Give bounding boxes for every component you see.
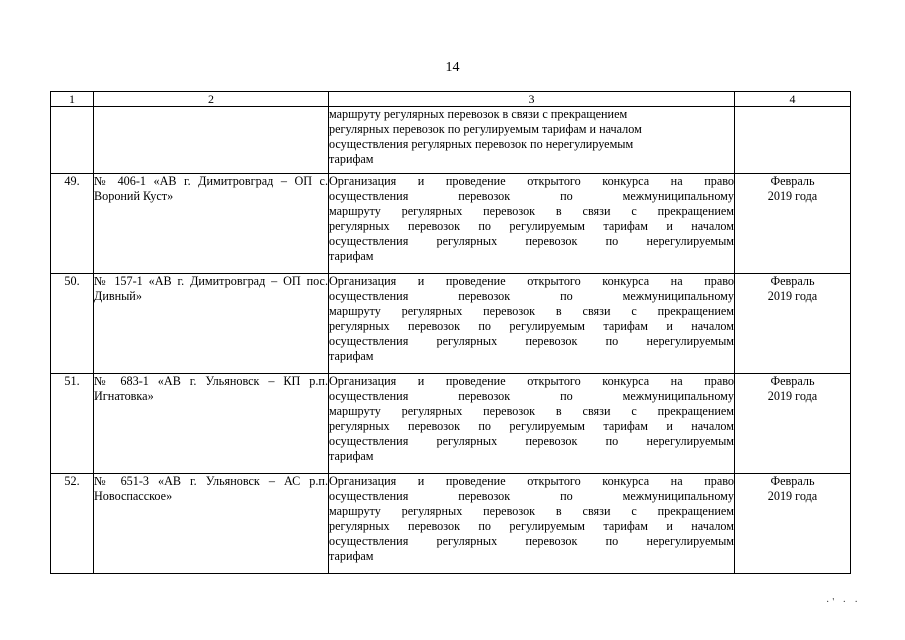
date-month: Февраль xyxy=(770,174,815,188)
table-row xyxy=(51,374,851,474)
route-cell: № 683-1 «АВ г. Ульяновск – КП р.п. Игнатовка» xyxy=(94,374,329,474)
description-line: осуществления перевозок по межмуниципальному xyxy=(329,489,734,503)
row-number: 52. xyxy=(51,474,94,574)
description-line: осуществления перевозок по межмуниципальному xyxy=(329,389,734,403)
description-line: маршруту регулярных перевозок в связи с прекращением xyxy=(329,504,734,518)
row-number: 49. xyxy=(51,174,94,274)
description-line: тарифам xyxy=(329,152,374,166)
date-cell xyxy=(735,374,851,474)
description-line: регулярных перевозок по регулируемым тарифам и началом xyxy=(329,219,734,233)
date-year: 2019 года xyxy=(767,289,818,303)
routes-table xyxy=(50,91,851,574)
description-line: Организация и проведение открытого конкурса на право xyxy=(329,174,734,188)
scan-artifact: ·' · · xyxy=(826,597,861,608)
table-row xyxy=(51,474,851,574)
description-line: маршруту регулярных перевозок в связи с прекращением xyxy=(329,107,628,121)
description-line: тарифам xyxy=(329,349,374,363)
description-line: осуществления регулярных перевозок по нерегулируемым xyxy=(329,334,734,348)
description-line: маршруту регулярных перевозок в связи с прекращением xyxy=(329,304,734,318)
page-number: 14 xyxy=(445,60,460,75)
description-cell xyxy=(329,174,735,274)
description-line: тарифам xyxy=(329,249,374,263)
description-line: осуществления регулярных перевозок по нерегулируемым xyxy=(329,534,734,548)
description-cell xyxy=(329,274,735,374)
table-row xyxy=(51,274,851,374)
date-year: 2019 года xyxy=(767,189,818,203)
description-cell xyxy=(329,374,735,474)
date-month: Февраль xyxy=(770,374,815,388)
route-cell: № 406-1 «АВ г. Димитровград – ОП с. Вороний Куст» xyxy=(94,174,329,274)
route-cell xyxy=(94,107,329,174)
table-row xyxy=(51,107,851,174)
description-line: осуществления регулярных перевозок по нерегулируемым xyxy=(329,434,734,448)
description-cell xyxy=(329,474,735,574)
table-row xyxy=(51,174,851,274)
date-year: 2019 года xyxy=(767,389,818,403)
date-cell xyxy=(735,274,851,374)
description-line: регулярных перевозок по регулируемым тарифам и началом xyxy=(329,122,642,136)
description-line: регулярных перевозок по регулируемым тарифам и началом xyxy=(329,319,734,333)
description-line: Организация и проведение открытого конкурса на право xyxy=(329,474,734,488)
column-header: 1 xyxy=(51,92,94,107)
description-line: осуществления регулярных перевозок по нерегулируемым xyxy=(329,137,634,151)
description-line: тарифам xyxy=(329,449,374,463)
description-line: тарифам xyxy=(329,549,374,563)
row-number: 50. xyxy=(51,274,94,374)
date-month: Февраль xyxy=(770,274,815,288)
num-cell xyxy=(51,107,94,174)
column-header: 3 xyxy=(329,92,735,107)
description-line: осуществления регулярных перевозок по нерегулируемым xyxy=(329,234,734,248)
date-cell xyxy=(735,107,851,174)
row-number: 51. xyxy=(51,374,94,474)
description-line: маршруту регулярных перевозок в связи с прекращением xyxy=(329,404,734,418)
date-month: Февраль xyxy=(770,474,815,488)
description-line: регулярных перевозок по регулируемым тарифам и началом xyxy=(329,519,734,533)
date-cell xyxy=(735,474,851,574)
route-cell: № 651-3 «АВ г. Ульяновск – АС р.п. Новоспасское» xyxy=(94,474,329,574)
description-line: Организация и проведение открытого конкурса на право xyxy=(329,274,734,288)
description-line: регулярных перевозок по регулируемым тарифам и началом xyxy=(329,419,734,433)
table-header-row xyxy=(51,92,851,107)
date-cell xyxy=(735,174,851,274)
route-cell: № 157-1 «АВ г. Димитровград – ОП пос. Дивный» xyxy=(94,274,329,374)
description-line: осуществления перевозок по межмуниципальному xyxy=(329,189,734,203)
description-line: осуществления перевозок по межмуниципальному xyxy=(329,289,734,303)
date-year: 2019 года xyxy=(767,489,818,503)
description-line: маршруту регулярных перевозок в связи с прекращением xyxy=(329,204,734,218)
description-line: Организация и проведение открытого конкурса на право xyxy=(329,374,734,388)
description-cell xyxy=(329,107,735,174)
column-header: 2 xyxy=(94,92,329,107)
column-header: 4 xyxy=(735,92,851,107)
